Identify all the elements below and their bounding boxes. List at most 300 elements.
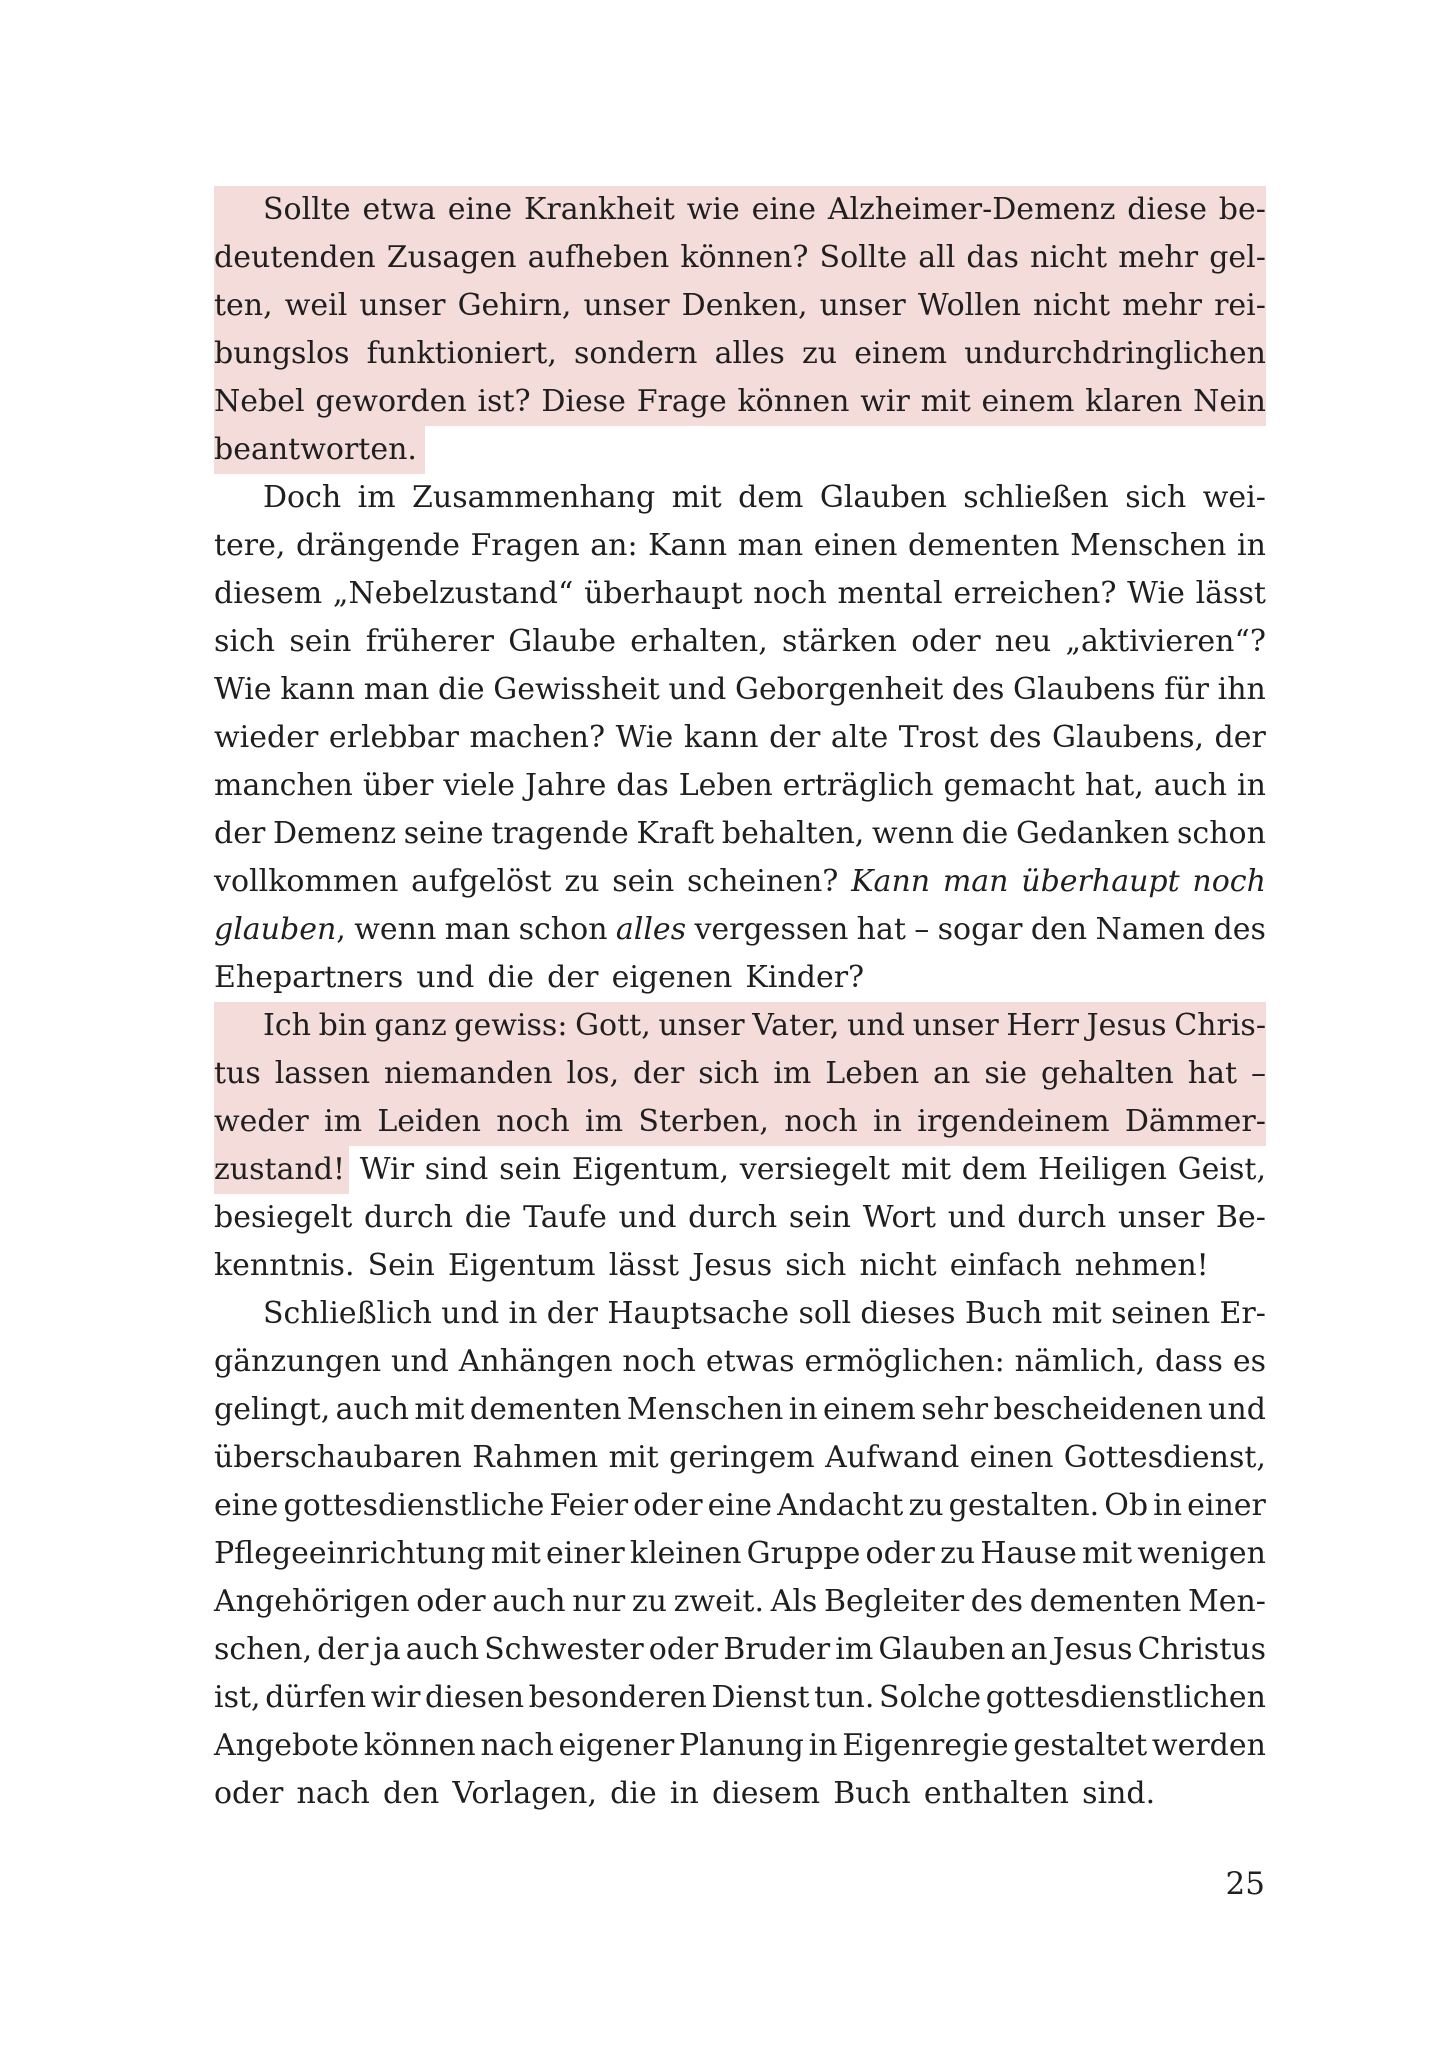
word: eine	[707, 1488, 773, 1523]
word: dementen	[1029, 1584, 1182, 1619]
word: stärken	[782, 624, 897, 659]
word: Taufe	[523, 1200, 607, 1235]
word: Andacht	[777, 1488, 904, 1523]
word: an	[1010, 1632, 1048, 1667]
word: Zusammenhang	[412, 480, 656, 515]
text-line	[214, 570, 1266, 618]
word: auch	[405, 1632, 480, 1667]
word: Wie	[615, 720, 674, 755]
text-line	[214, 1530, 1266, 1578]
word: durch	[688, 1200, 778, 1235]
word: Planung	[679, 1728, 804, 1763]
word: diesem	[711, 1776, 821, 1811]
text-line	[214, 1002, 1266, 1050]
word: im	[773, 1056, 812, 1091]
word: Heiligen	[1037, 1152, 1167, 1187]
word: in	[873, 1104, 902, 1139]
word: noch	[496, 1104, 570, 1139]
word: Eigentum,	[571, 1152, 730, 1187]
word: im	[324, 1104, 363, 1139]
word: oder	[648, 1632, 719, 1667]
word: hat	[1187, 1056, 1238, 1091]
word: scheinen?	[687, 864, 839, 899]
word: irgendeinem	[917, 1104, 1110, 1139]
word: diesem	[214, 576, 323, 611]
text-line	[214, 858, 1266, 906]
text-line	[214, 1674, 1266, 1722]
word: mehr	[1118, 240, 1199, 275]
word: die	[438, 672, 485, 707]
word: nur	[572, 1584, 626, 1619]
word: rei-	[1214, 288, 1266, 323]
word: und	[668, 672, 727, 707]
word: Alzheimer-Demenz	[827, 192, 1116, 227]
word: Eigentum	[448, 1248, 596, 1283]
word: Jahre	[525, 768, 607, 803]
word: Vorlagen,	[452, 1776, 598, 1811]
word: „Nebelzustand“	[332, 576, 574, 611]
word: behalten,	[721, 816, 865, 851]
word: sein	[788, 1200, 851, 1235]
word: –	[1250, 1056, 1266, 1091]
word: Leben	[825, 1056, 920, 1091]
word: gestalten.	[948, 1488, 1100, 1523]
text-line	[214, 474, 1266, 522]
word: Schließlich	[263, 1296, 432, 1331]
word: mit	[671, 480, 722, 515]
text-line	[214, 1626, 1266, 1674]
word: des	[1213, 912, 1266, 947]
word: können	[737, 384, 850, 419]
word: Hauptsache	[607, 1296, 790, 1331]
word: und	[1208, 1392, 1266, 1427]
word: mit	[608, 1440, 659, 1475]
text-line	[214, 1290, 1266, 1338]
word: noch	[1192, 864, 1266, 899]
word: mit	[900, 1152, 952, 1187]
word: gottesdienstlichen	[985, 1680, 1266, 1715]
word: den	[383, 1776, 440, 1811]
word: einer	[1187, 1488, 1266, 1523]
word: dementen	[907, 528, 1060, 563]
text-line	[214, 810, 1266, 858]
word: versiegelt	[739, 1152, 891, 1187]
word: schon	[1177, 816, 1266, 851]
word: nach	[296, 1776, 370, 1811]
word: Gedanken	[1015, 816, 1170, 851]
word: wir	[370, 1680, 421, 1715]
word: Gruppe	[746, 1536, 861, 1571]
word: früherer	[365, 624, 494, 659]
word: ermöglichen:	[804, 1344, 1005, 1379]
word: Glaube	[508, 624, 616, 659]
word: werden	[1151, 1728, 1266, 1763]
word: lassen	[274, 1056, 371, 1091]
word: besonderen	[528, 1680, 707, 1715]
word: sein	[289, 624, 352, 659]
word: das	[966, 240, 1019, 275]
word: viele	[443, 768, 516, 803]
word: mehr	[1122, 288, 1203, 323]
word: Demenz	[272, 816, 397, 851]
word: Anhängen	[458, 1344, 613, 1379]
word: Herr	[1006, 1008, 1079, 1043]
word: machen?	[469, 720, 606, 755]
word: weder	[214, 1104, 309, 1139]
word: zustand!	[214, 1146, 349, 1194]
word: bungslos	[214, 336, 350, 371]
word: Christus	[1137, 1632, 1266, 1667]
word: kann	[280, 672, 356, 707]
word: ist,	[214, 1680, 261, 1715]
word: mit	[490, 1536, 541, 1571]
word: man	[363, 672, 430, 707]
word: der	[769, 720, 821, 755]
word: erträglich	[782, 768, 934, 803]
word: nicht	[859, 1248, 937, 1283]
word: mit	[1082, 1536, 1133, 1571]
word: Jesus	[1052, 1632, 1133, 1667]
word: bin	[318, 1008, 367, 1043]
word: eine	[447, 192, 513, 227]
word: man	[444, 912, 511, 947]
word: Wir	[359, 1152, 415, 1187]
word: in	[1237, 768, 1266, 803]
text-line	[214, 1722, 1266, 1770]
word: Leiden	[377, 1104, 481, 1139]
word: gestaltet	[1013, 1728, 1148, 1763]
word: Doch	[263, 480, 342, 515]
word: eigenen	[611, 960, 733, 995]
word: be-	[1218, 192, 1266, 227]
word: sogar	[937, 912, 1023, 947]
word: Ehepartners	[214, 960, 404, 995]
word: nach	[480, 1728, 554, 1763]
word: Dienst	[711, 1680, 810, 1715]
word: eine	[214, 1488, 279, 1523]
word: einem	[854, 336, 948, 371]
word: diesen	[425, 1680, 525, 1715]
text-line	[214, 426, 425, 474]
word: diese	[1127, 192, 1207, 227]
word: tun.	[814, 1680, 875, 1715]
word: der	[214, 816, 266, 851]
word: dem	[961, 1152, 1028, 1187]
word: Buch	[833, 1776, 911, 1811]
word: einem	[981, 384, 1075, 419]
word: beantworten.	[214, 432, 417, 467]
word: zweit.	[673, 1584, 765, 1619]
word: Glauben	[819, 480, 947, 515]
text-line	[214, 1050, 1266, 1098]
word: Menschen	[626, 1392, 784, 1427]
word: kleinen	[629, 1536, 742, 1571]
word: schon	[518, 912, 608, 947]
word: glauben,	[214, 912, 346, 947]
text-line	[214, 1482, 1266, 1530]
text-line	[214, 1386, 1266, 1434]
word: –	[914, 912, 930, 947]
word: gemacht	[943, 768, 1075, 803]
word: ihn	[1217, 672, 1266, 707]
word: noch	[753, 576, 827, 611]
word: Glaubens	[1013, 672, 1156, 707]
word: dass	[1155, 1344, 1223, 1379]
word: nicht	[1032, 288, 1111, 323]
word: des	[952, 672, 1005, 707]
word: Denken,	[681, 288, 808, 323]
word: alles	[714, 336, 785, 371]
word: auch	[492, 1584, 566, 1619]
word: dürfen	[265, 1680, 367, 1715]
word: bescheidenen	[993, 1392, 1203, 1427]
word: Ich	[263, 1008, 311, 1043]
word: ganz	[374, 1008, 447, 1043]
word: vergessen	[694, 912, 849, 947]
word: Sterben,	[638, 1104, 769, 1139]
word: seine	[403, 816, 484, 851]
word: manchen	[214, 768, 353, 803]
word: hat,	[1084, 768, 1144, 803]
word: können?	[680, 240, 809, 275]
word: zu	[631, 1584, 667, 1619]
text-line	[214, 1338, 1266, 1386]
word: Solche	[879, 1680, 982, 1715]
word: schen,	[214, 1632, 313, 1667]
word: in	[669, 1776, 699, 1811]
word: Wie	[214, 672, 272, 707]
word: durch	[1017, 1200, 1107, 1235]
word: das	[616, 768, 669, 803]
word: geworden	[315, 384, 467, 419]
word: Nein	[1193, 384, 1266, 419]
word: der	[1214, 720, 1266, 755]
text-line	[214, 1194, 1266, 1242]
word: an:	[590, 528, 638, 563]
text-line	[214, 378, 1266, 426]
word: und	[847, 1008, 905, 1043]
word: einfach	[949, 1248, 1062, 1283]
word: Vater,	[752, 1008, 840, 1043]
word: einen	[969, 1440, 1054, 1475]
word: und	[391, 1344, 449, 1379]
word: dementen	[469, 1392, 622, 1427]
word: alte	[830, 720, 889, 755]
word: ten,	[214, 288, 273, 323]
word: Eigenregie	[842, 1728, 1009, 1763]
word: in	[808, 1728, 838, 1763]
word: unser	[1118, 1200, 1205, 1235]
word: unser	[819, 288, 906, 323]
word: durch	[364, 1200, 454, 1235]
word: Leben	[678, 768, 773, 803]
word: Namen	[1095, 912, 1206, 947]
word: etwa	[362, 192, 436, 227]
text-line	[214, 330, 1266, 378]
word: dem	[738, 480, 804, 515]
word: deutenden	[214, 240, 376, 275]
word: gewiss:	[454, 1008, 568, 1043]
word: sein	[612, 864, 675, 899]
word: Bruder	[723, 1632, 831, 1667]
word: einer	[545, 1536, 625, 1571]
word: besiegelt	[214, 1200, 353, 1235]
text-line	[214, 1578, 1266, 1626]
word: Wollen	[917, 288, 1021, 323]
word: wenigen	[1137, 1536, 1266, 1571]
word: funktioniert,	[366, 336, 557, 371]
word: der	[546, 1296, 599, 1331]
word: mit	[920, 384, 971, 419]
word: mit	[1051, 1296, 1102, 1331]
word: niemanden	[383, 1056, 553, 1091]
word: sich	[1125, 480, 1187, 515]
word: und	[618, 1200, 677, 1235]
word: und	[947, 1200, 1006, 1235]
word: Dämmer-	[1124, 1104, 1266, 1139]
word: zu	[801, 336, 838, 371]
word: und	[441, 1296, 500, 1331]
word: Aufwand	[825, 1440, 960, 1475]
word: Geist,	[1177, 1152, 1266, 1187]
word: Hause	[980, 1536, 1077, 1571]
word: Wie	[1127, 576, 1185, 611]
word: erlebbar	[328, 720, 459, 755]
word: oder	[911, 624, 981, 659]
word: Glauben	[878, 1632, 1006, 1667]
word: unser	[583, 288, 670, 323]
word: Jesus	[1086, 1008, 1167, 1043]
word: Glaubens,	[1052, 720, 1205, 755]
word: zu	[908, 1488, 944, 1523]
text-line	[214, 234, 1266, 282]
word: im	[835, 1632, 874, 1667]
word: Kann	[851, 864, 931, 899]
word: Feier	[549, 1488, 629, 1523]
word: sein	[499, 1152, 562, 1187]
word: wie	[686, 192, 740, 227]
word: lässt	[608, 1248, 680, 1283]
word: Gehirn,	[457, 288, 572, 323]
word: Er-	[1219, 1296, 1266, 1331]
word: kann	[683, 720, 759, 755]
word: überhaupt	[1021, 864, 1180, 899]
word: wenn	[872, 816, 955, 851]
word: wieder	[214, 720, 319, 755]
word: über	[362, 768, 434, 803]
word: „aktivieren“?	[1065, 624, 1266, 659]
word: des	[989, 720, 1042, 755]
word: in	[788, 1392, 818, 1427]
word: soll	[798, 1296, 852, 1331]
word: nehmen!	[1074, 1248, 1209, 1283]
word: seinen	[1111, 1296, 1211, 1331]
word: können	[363, 1728, 476, 1763]
word: in	[508, 1296, 538, 1331]
word: nicht	[1030, 240, 1108, 275]
word: Geborgenheit	[735, 672, 944, 707]
word: gottesdienstliche	[283, 1488, 545, 1523]
word: all	[918, 240, 956, 275]
word: sind	[424, 1152, 489, 1187]
word: Trost	[898, 720, 979, 755]
word: Gottesdienst,	[1063, 1440, 1266, 1475]
word: klaren	[1085, 384, 1183, 419]
word: die	[487, 960, 534, 995]
word: undurchdringlichen	[964, 336, 1266, 371]
text-line	[214, 1770, 1266, 1818]
word: vollkommen	[214, 864, 399, 899]
word: wenn	[354, 912, 437, 947]
word: Gott,	[575, 1008, 651, 1043]
word: in	[1236, 528, 1266, 563]
word: Nebel	[214, 384, 305, 419]
word: unser	[912, 1008, 999, 1043]
word: wir	[860, 384, 910, 419]
word: unser	[359, 288, 446, 323]
word: oder	[865, 1536, 935, 1571]
word: für	[1164, 672, 1209, 707]
word: mit	[414, 1392, 465, 1427]
text-line	[214, 186, 1266, 234]
word: Chris-	[1174, 1008, 1266, 1043]
word: Kraft	[636, 816, 715, 851]
text-line	[214, 618, 1266, 666]
word: lässt	[1195, 576, 1266, 611]
word: Krankheit	[523, 192, 675, 227]
text-line	[214, 762, 1266, 810]
word: Begleiter	[823, 1584, 965, 1619]
word: Frage	[636, 384, 727, 419]
word: der	[547, 960, 599, 995]
word: tragende	[491, 816, 629, 851]
text-line	[214, 1434, 1266, 1482]
text-line	[214, 1146, 1266, 1194]
word: aufheben	[527, 240, 670, 275]
word: überschaubaren	[214, 1440, 462, 1475]
word: Wort	[862, 1200, 936, 1235]
word: die	[610, 1776, 657, 1811]
word: Kinder?	[745, 960, 865, 995]
word: drängende	[295, 528, 460, 563]
text-line	[214, 714, 1266, 762]
word: erhalten,	[630, 624, 768, 659]
word: Ob	[1104, 1488, 1149, 1523]
word: den	[1030, 912, 1088, 947]
word: Zusagen	[386, 240, 517, 275]
word: sind.	[1082, 1776, 1156, 1811]
word: alles	[615, 912, 687, 947]
word: kenntnis.	[214, 1248, 355, 1283]
word: Angebote	[214, 1728, 360, 1763]
word: geringem	[669, 1440, 815, 1475]
word: einem	[823, 1392, 916, 1427]
word: überhaupt	[584, 576, 743, 611]
text-line	[214, 1242, 1266, 1290]
word: im	[357, 480, 396, 515]
word: nämlich,	[1014, 1344, 1146, 1379]
word: sondern	[574, 336, 698, 371]
word: der	[633, 1056, 685, 1091]
word: Gewissheit	[493, 672, 660, 707]
word: sie	[984, 1056, 1028, 1091]
word: in	[1153, 1488, 1183, 1523]
word: oder	[214, 1776, 284, 1811]
word: die	[961, 816, 1009, 851]
word: enthalten	[923, 1776, 1069, 1811]
word: Fragen	[470, 528, 580, 563]
word: los,	[566, 1056, 620, 1091]
